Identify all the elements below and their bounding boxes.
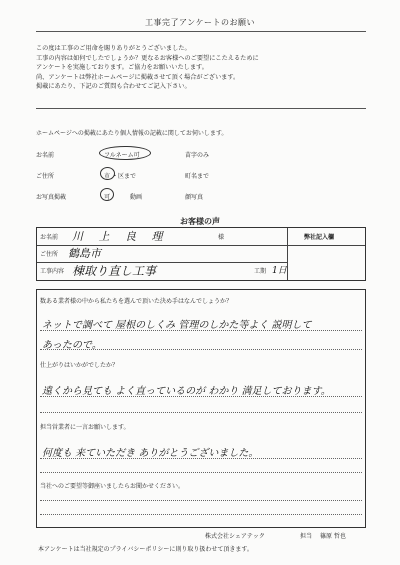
period-value[interactable]: 1日 — [272, 266, 287, 276]
honorific: 様 — [218, 234, 225, 241]
staff-column-divider — [287, 228, 288, 280]
privacy-heading-suffix: お伺いします。 — [185, 130, 228, 137]
intro-line: この度は工事のご用命を賜りありがとうございました。 — [36, 45, 191, 52]
staff-name: 篠原 哲也 — [320, 533, 346, 540]
option-face-photo[interactable]: 顔写真 — [185, 194, 204, 201]
option-surname-only[interactable]: 苗字のみ — [185, 152, 210, 159]
intro-text — [36, 44, 259, 92]
option-ward-text: 区まで — [118, 173, 137, 180]
option-video[interactable]: 動画 — [130, 194, 143, 201]
option-town[interactable]: 町名まで — [185, 173, 210, 180]
answer-2-line-1[interactable]: 遠くから見ても よく直っているのが わかり 満足しております。 — [42, 386, 331, 397]
question-4: 当社へのご要望等御座いましたらお聞かせください。 — [40, 483, 185, 490]
title-divider — [36, 31, 366, 32]
option-fullname[interactable]: フルネーム可 — [104, 152, 140, 159]
answer-rule — [40, 330, 362, 331]
work-content-value[interactable]: 棟取り直し工事 — [72, 264, 157, 278]
address-label: ご住所 — [40, 251, 59, 258]
answer-rule — [40, 396, 362, 397]
privacy-row-name-label: お名前 — [36, 152, 55, 159]
question-2: 仕上がりはいかがでしたか？ — [40, 362, 119, 369]
privacy-row-photo-label: お写真掲載 — [36, 194, 67, 201]
intro-line: アンケートを実施しております。ご協力をお願いいたします。 — [36, 64, 208, 71]
privacy-row-address-label: ご住所 — [36, 173, 55, 180]
staff-use-label: 弊社記入欄 — [304, 234, 335, 241]
period-label: 工期 — [254, 268, 267, 275]
form-title: 工事完了アンケートのお願い — [144, 18, 256, 27]
company-name: 株式会社シェアテック — [205, 533, 265, 540]
answer-3-line-1[interactable]: 何度も 来ていただき ありがとうございました。 — [42, 448, 259, 459]
answer-rule — [40, 349, 362, 350]
customer-name-value[interactable]: 川 上 良 理 — [72, 230, 169, 243]
customer-name-label: お名前 — [40, 234, 59, 241]
intro-line: 掲載にあたり、下記のご質問も合わせてご記入下さい。 — [36, 83, 191, 90]
intro-line: 尚、アンケートは弊社ホームページに掲載させて頂く場合がございます。 — [36, 73, 240, 81]
answer-rule — [40, 458, 362, 459]
answer-rule — [40, 514, 362, 515]
work-content-label: 工事内容 — [40, 268, 65, 275]
voice-title: お客様の声 — [180, 217, 220, 226]
answer-rule — [40, 472, 362, 473]
option-city[interactable]: 市 ・区まで — [104, 173, 137, 180]
address-value[interactable]: 鶴島市 — [68, 247, 101, 260]
footer-note: 本アンケートは当社規定のプライバシーポリシーに則り取り扱わせて頂きます。 — [38, 546, 253, 553]
question-3: 担当営業者に一言お願いします。 — [40, 424, 130, 431]
answer-1-line-1[interactable]: ネットで調べて 屋根のしくみ 管理のしかた等よく 説明して — [42, 320, 312, 331]
option-city-text: 市 — [104, 173, 111, 180]
privacy-heading-text: ホームページへの掲載にあたり個人情報の記載に関して — [36, 130, 186, 137]
answer-rule — [40, 500, 362, 501]
intro-divider — [36, 108, 366, 109]
option-photo-ok[interactable]: 可 — [104, 194, 111, 201]
answer-rule — [40, 412, 362, 413]
answer-1-line-2[interactable]: あったので。 — [42, 340, 102, 351]
staff-label: 担当 — [300, 533, 313, 540]
privacy-heading — [36, 128, 227, 137]
intro-line: 工事の内容は如何でしたでしょうか？更なるお客様へのご要望にこたえるために — [36, 54, 259, 62]
question-1: 数ある業者様の中から私たちを選んで頂いた決め手はなんでしょうか？ — [40, 298, 233, 305]
